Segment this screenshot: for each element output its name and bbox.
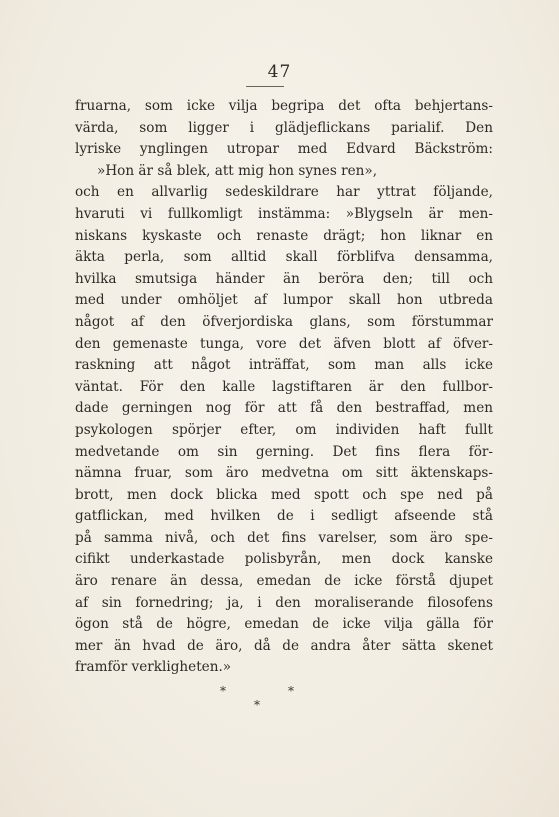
text-line: fruarna, som icke vilja begripa det ofta behjertans- xyxy=(75,98,493,114)
text-line: äro renare än dessa, emedan de icke förstå djupet xyxy=(75,573,493,590)
text-line: något af den öfverjordiska glans, som förstummar xyxy=(75,313,493,330)
text-line: den gemenaste tunga, vore det äfven blott af öfver- xyxy=(75,335,493,352)
text-line: brott, men dock blicka med spott och spe ned på xyxy=(75,486,493,503)
text-line: ögon stå de högre, emedan de icke vilja gälla för xyxy=(75,616,493,633)
text-line: »Hon är så blek, att mig hon synes ren», xyxy=(97,162,378,179)
text-line: gatflickan, med hvilken de i sedligt afseende stå xyxy=(75,508,493,525)
text-line: väntat. För den kalle lagstiftaren är den fullbor- xyxy=(75,378,493,395)
text-line: mer än hvad de äro, då de andra åter sätta skenet xyxy=(75,637,493,654)
text-line: framför verkligheten.» xyxy=(75,659,232,676)
text-line: niskans kyskaste och renaste drägt; hon liknar en xyxy=(75,227,493,244)
text-line: af sin fornedring; ja, i den moraliserande filosofens xyxy=(75,594,493,611)
page-number-rule xyxy=(246,86,284,87)
text-line: medvetande om sin gerning. Det fins flera för- xyxy=(75,443,493,460)
text-line: cifikt underkastade polisbyrån, men dock kanske xyxy=(75,551,493,568)
asterisk-mark: * xyxy=(220,684,226,698)
text-line: äkta perla, som alltid skall förblifva densamma, xyxy=(75,249,493,266)
asterisk-mark: * xyxy=(288,684,294,698)
text-line: hvilka smutsiga händer än beröra den; till och xyxy=(75,270,493,287)
text-line: och en allvarlig sedeskildrare har yttrat följande, xyxy=(75,184,493,201)
text-line: värda, som ligger i glädjeflickans parialif. Den xyxy=(75,119,493,136)
text-line: nämna fruar, som äro medvetna om sitt äktenskaps- xyxy=(75,465,493,482)
page-number: 47 xyxy=(267,62,292,82)
text-line: hvaruti vi fullkomligt instämma: »Blygseln är men- xyxy=(75,205,493,222)
text-line: dade gerningen nog för att få den bestraffad, men xyxy=(75,400,493,417)
text-line: på samma nivå, och det fins varelser, som äro spe- xyxy=(75,529,493,546)
body-text xyxy=(75,96,493,679)
asterisk-mark: * xyxy=(254,698,260,712)
text-line: raskning att något inträffat, som man alls icke xyxy=(75,357,493,374)
text-line: psykologen spörjer efter, om individen haft fullt xyxy=(75,421,493,438)
text-line: med under omhöljet af lumpor skall hon utbreda xyxy=(75,292,493,309)
text-line: lyriske ynglingen utropar med Edvard Bäckström: xyxy=(75,141,493,158)
